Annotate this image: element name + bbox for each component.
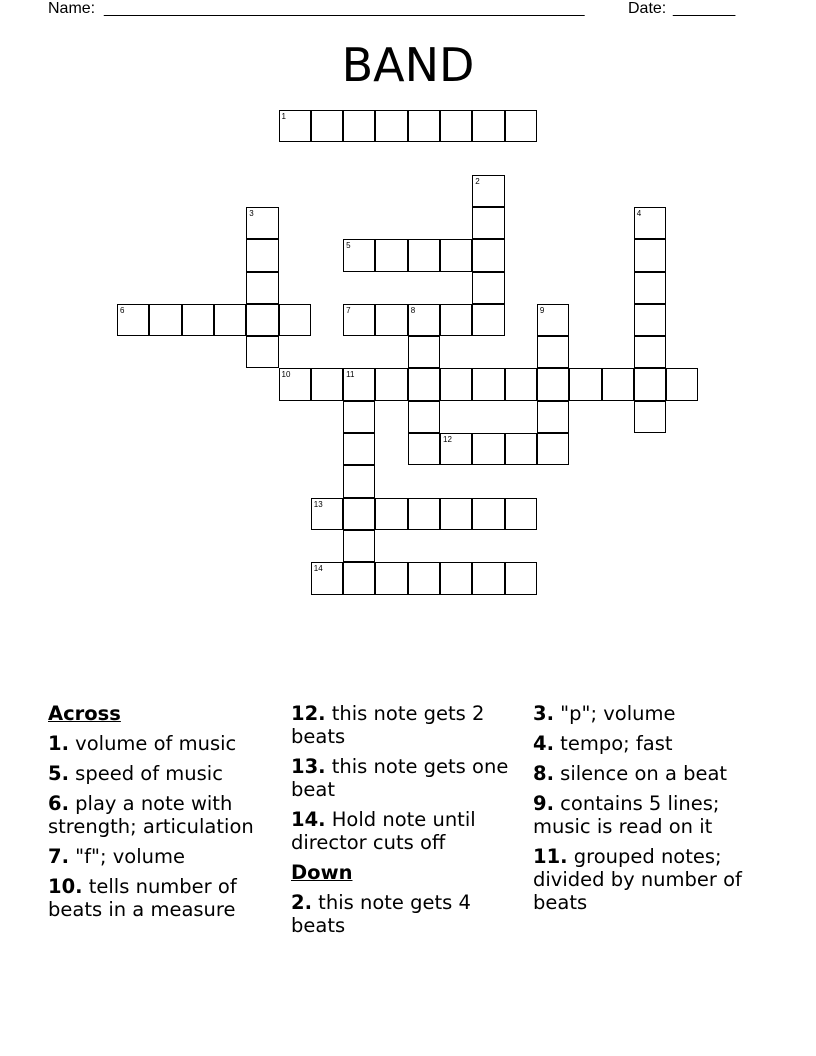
grid-cell[interactable] [440,110,472,142]
clue-column-1 [48,702,288,928]
grid-cell[interactable] [408,336,440,368]
clue-text: this note gets one beat [291,755,509,801]
grid-cell[interactable] [440,304,472,336]
down-clue [533,845,783,914]
clue-text: tempo; fast [553,732,673,755]
clue-number: 2. [291,891,312,914]
grid-cell[interactable] [666,368,698,400]
grid-cell[interactable] [375,368,407,400]
name-label: Name: [48,0,96,17]
grid-cell[interactable] [343,498,375,530]
clue-number: 11. [533,845,568,868]
clue-number-label: 2 [475,176,480,186]
grid-cell[interactable] [343,304,375,336]
grid-cell[interactable] [408,304,440,336]
grid-cell[interactable] [408,368,440,400]
across-clue [291,702,531,748]
clue-text: Hold note until director cuts off [291,808,476,854]
clue-text: this note gets 4 beats [291,891,471,937]
across-clue [291,808,531,854]
grid-cell[interactable] [472,368,504,400]
clue-number: 6. [48,792,69,815]
grid-cell[interactable] [375,498,407,530]
grid-cell[interactable] [408,110,440,142]
down-clue [533,702,783,725]
clue-text: silence on a beat [553,762,728,785]
grid-cell[interactable] [472,110,504,142]
clue-number: 4. [533,732,554,755]
grid-cell[interactable] [311,562,343,594]
grid-cell[interactable] [634,239,666,271]
grid-cell[interactable] [472,304,504,336]
across-clue [48,792,288,838]
grid-cell[interactable] [634,304,666,336]
grid-cell[interactable] [440,562,472,594]
grid-cell[interactable] [408,562,440,594]
puzzle-title: BAND [341,38,475,92]
clue-number: 5. [48,762,69,785]
grid-cell[interactable] [311,110,343,142]
clue-number-label: 7 [346,305,351,315]
grid-cell[interactable] [408,433,440,465]
grid-cell[interactable] [343,530,375,562]
grid-cell[interactable] [472,498,504,530]
grid-cell[interactable] [505,433,537,465]
grid-cell[interactable] [375,304,407,336]
clue-number-label: 8 [410,305,416,315]
clue-text: "f"; volume [68,845,185,868]
grid-cell[interactable] [343,433,375,465]
grid-cell[interactable] [440,498,472,530]
grid-cell[interactable] [440,239,472,271]
grid-cell[interactable] [472,272,504,304]
clue-text: volume of music [68,732,237,755]
clue-number-label: 9 [539,305,545,315]
grid-cell[interactable] [279,304,311,336]
grid-cell[interactable] [182,304,214,336]
grid-cell[interactable] [472,562,504,594]
grid-cell[interactable] [472,433,504,465]
clue-number: 13. [291,755,326,778]
grid-cell[interactable] [246,207,278,239]
grid-cell[interactable] [537,336,569,368]
clue-number: 1. [48,732,69,755]
grid-cell[interactable] [634,368,666,400]
across-clue [48,762,288,785]
grid-cell[interactable] [569,368,601,400]
grid-cell[interactable] [537,368,569,400]
clue-text: this note gets 2 beats [291,702,485,748]
name-blank[interactable]: ______________________________________________________ [104,0,585,17]
grid-cell[interactable] [246,272,278,304]
grid-cell[interactable] [472,239,504,271]
clue-number-label: 4 [636,208,642,218]
grid-cell[interactable] [505,368,537,400]
down-clue [533,762,783,785]
clue-number: 10. [48,875,83,898]
grid-cell[interactable] [602,368,634,400]
grid-cell[interactable] [343,110,375,142]
clue-text: contains 5 lines; music is read on it [533,792,720,838]
grid-cell[interactable] [375,110,407,142]
clues-section [48,702,788,1002]
grid-cell[interactable] [440,433,472,465]
grid-cell[interactable] [279,368,311,400]
grid-cell[interactable] [440,368,472,400]
clue-number-label: 1 [281,112,286,121]
clue-number: 8. [533,762,554,785]
grid-cell[interactable] [246,239,278,271]
across-clue [291,755,531,801]
grid-cell[interactable] [375,562,407,594]
grid-cell[interactable] [279,110,311,142]
across-clue [48,845,288,868]
grid-cell[interactable] [214,304,246,336]
grid-cell[interactable] [246,304,278,336]
grid-cell[interactable] [537,401,569,433]
clue-number: 7. [48,845,69,868]
clue-number-label: 11 [346,370,355,380]
grid-cell[interactable] [311,368,343,400]
grid-cell[interactable] [343,239,375,271]
down-clue [291,891,531,937]
across-clue [48,732,288,755]
down-clue [533,792,783,838]
grid-cell[interactable] [505,110,537,142]
grid-cell[interactable] [472,175,504,207]
grid-cell[interactable] [343,401,375,433]
clue-text: tells number of beats in a measure [48,875,237,921]
grid-cell[interactable] [343,368,375,400]
grid-cell[interactable] [246,336,278,368]
grid-cell[interactable] [634,401,666,433]
across-clue [48,875,288,921]
clue-number-label: 6 [120,305,125,315]
clue-number: 12. [291,702,326,725]
clue-text: "p"; volume [553,702,676,725]
clue-number: 9. [533,792,554,815]
grid-cell[interactable] [343,465,375,497]
grid-cell[interactable] [408,498,440,530]
across-heading: Across [48,702,121,725]
clue-text: play a note with strength; articulation [48,792,254,838]
grid-cell[interactable] [117,304,149,336]
clue-text: grouped notes; divided by number of beats [533,845,742,914]
clue-number-label: 5 [346,241,351,251]
grid-cell[interactable] [472,207,504,239]
clue-number-label: 3 [249,208,254,218]
clue-number-label: 12 [443,435,452,444]
grid-cell[interactable] [408,239,440,271]
grid-cell[interactable] [634,207,666,239]
clue-number: 3. [533,702,554,725]
clue-number: 14. [291,808,326,831]
clue-column-2 [291,702,531,944]
grid-cell[interactable] [505,498,537,530]
grid-cell[interactable] [537,304,569,336]
grid-cell[interactable] [634,336,666,368]
grid-cell[interactable] [505,562,537,594]
clue-column-3 [533,702,783,921]
down-clue [533,732,783,755]
grid-cell[interactable] [375,239,407,271]
down-heading: Down [291,861,353,884]
grid-cell[interactable] [149,304,181,336]
clue-text: speed of music [68,762,223,785]
clue-number-label: 10 [281,370,291,380]
clue-number-label: 14 [313,564,323,574]
date-blank[interactable]: _______ [673,0,736,17]
clue-number-label: 13 [313,499,323,509]
grid-cell[interactable] [537,433,569,465]
date-label: Date: [628,0,667,17]
grid-cell[interactable] [343,562,375,594]
grid-cell[interactable] [311,498,343,530]
grid-cell[interactable] [634,272,666,304]
grid-cell[interactable] [408,401,440,433]
